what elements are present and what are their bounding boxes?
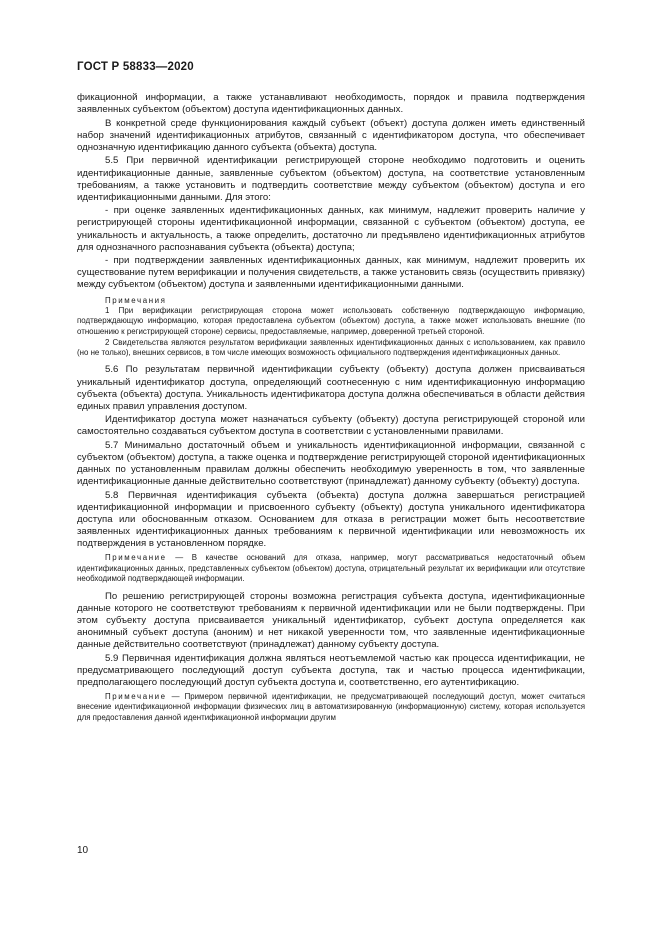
document-body xyxy=(77,92,585,723)
clause-5-6: 5.6 По результатам первичной идентификации субъекту (объекту) доступа должен присваиваться уникальный идентификатор доступа, определяющий соотнесенную с ним идентификационную информацию субъекта (объекта) доступа. Уникальность идентификатора доступа должна обеспечиваться в области действия единых правил управления доступом. xyxy=(77,364,585,412)
note-text: — Примером первичной идентификации, не предусматривающей последующий доступ, может считаться внесение идентификационной информации физических лиц в автоматизированную (информационную) систему, которая используется для предоставления данной идентификационной информации другим xyxy=(77,691,585,722)
list-item: - при подтверждении заявленных идентификационных данных, как минимум, надлежит проверить их существование путем верификации и получения свидетельств, а также установить связь (осуществить привязку) между субъектом (объектом) доступа и заявленными идентификационными данными. xyxy=(77,255,585,291)
note-label: Примечание xyxy=(105,553,167,563)
note-1: 1 При верификации регистрирующая сторона может использовать собственную подтверждающую информацию, подтверждающую информацию, которая предоставлена субъектом (объектом) доступа, а также может использовать внешние (по отношению к регистрирующей стороне) сервисы, предоставляемые, например, доверенной третьей стороной. xyxy=(77,305,585,336)
standard-header: ГОСТ Р 58833—2020 xyxy=(77,61,194,73)
note-label: Примечание xyxy=(105,691,167,701)
list-item: - при оценке заявленных идентификационных данных, как минимум, надлежит проверить наличие у регистрирующей стороны идентификационной информации, связанной с субъектом (объектом) доступа, ее уникальность и актуальность, а также определить, достаточно ли предъявлено идентификационных атрибутов для однозначного распознавания субъекта (объекта) доступа; xyxy=(77,205,585,253)
notes-heading: Примечания xyxy=(105,295,167,305)
clause-5-5: 5.5 При первичной идентификации регистрирующей стороне необходимо подготовить и оценить идентификационные данные, заявленные субъектом (объектом) доступа, на соответствие установленным требованиям, а также установить и подтвердить соответствие между субъектом (объектом) доступа и его идентификационными данными. Для этого: xyxy=(77,155,585,203)
clause-5-9: 5.9 Первичная идентификация должна являться неотъемлемой частью как процесса идентификации, не предусматривающего последующий доступ субъекта доступа, так и частью процесса идентификации, предполагающего последующий доступ субъекта доступа и, соответственно, его аутентификацию. xyxy=(77,652,585,688)
note-text: — В качестве оснований для отказа, например, могут рассматриваться недостаточный объем идентификационных данных, представленных субъектом (объектом) доступа, отрицательный результат их верификации или отсутствие необходимой подтверждающей информации. xyxy=(77,553,585,584)
paragraph: В конкретной среде функционирования каждый субъект (объект) доступа должен иметь единственный набор значений идентификационных атрибутов, связанный с идентификатором доступа, что обеспечивает однозначную идентификацию данного субъекта (объекта) доступа. xyxy=(77,117,585,153)
clause-5-8: 5.8 Первичная идентификация субъекта (объекта) доступа должна завершаться регистрацией идентификационной информации и присвоенного субъекту (объекту) доступа уникального идентификатора доступа или обоснованным отказом. Основанием для отказа в регистрации может быть несоответствие заявленных идентификационных данных требованиям к первичной идентификации или невозможность их подтверждения в установленном порядке. xyxy=(77,489,585,550)
page-number: 10 xyxy=(77,845,89,856)
note-refusal xyxy=(77,553,585,584)
paragraph: По решению регистрирующей стороны возможна регистрация субъекта доступа, идентификационные данные которого не соответствуют требованиям к первичной идентификации или не были подтверждены. При этом субъекту доступа присваивается уникальный идентификатор, субъект доступа определяется как анонимный субъект доступа (аноним) и нет никакой уверенности том, что заявленные идентификационные данные действительно соответствуют (принадлежат) данному субъекту доступа. xyxy=(77,590,585,650)
clause-5-7: 5.7 Минимально достаточный объем и уникальность идентификационной информации, связанной с субъектом (объектом) доступа, а также оценка и подтверждение регистрирующей стороной идентификационных данных по установленным правилам должны обеспечить необходимую уверенность в том, что заявленные идентификационные данные действительно соответствуют (принадлежат) данному субъекту (объекту) доступа. xyxy=(77,440,585,488)
paragraph: Идентификатор доступа может назначаться субъекту (объекту) доступа регистрирующей стороной или самостоятельно создаваться субъектом доступа в соответствии с установленными правилами. xyxy=(77,414,585,438)
note-primary-identification xyxy=(77,692,585,723)
note-2: 2 Свидетельства являются результатом верификации заявленных идентификационных данных с использованием, как правило (но не только), внешних сервисов, в том числе имеющих возможность официального подтверждения идентификационных данных. xyxy=(77,337,585,358)
paragraph: фикационной информации, а также устанавливают необходимость, порядок и правила подтверждения заявленных субъектом (объектом) доступа идентификационных данных. xyxy=(77,92,585,116)
